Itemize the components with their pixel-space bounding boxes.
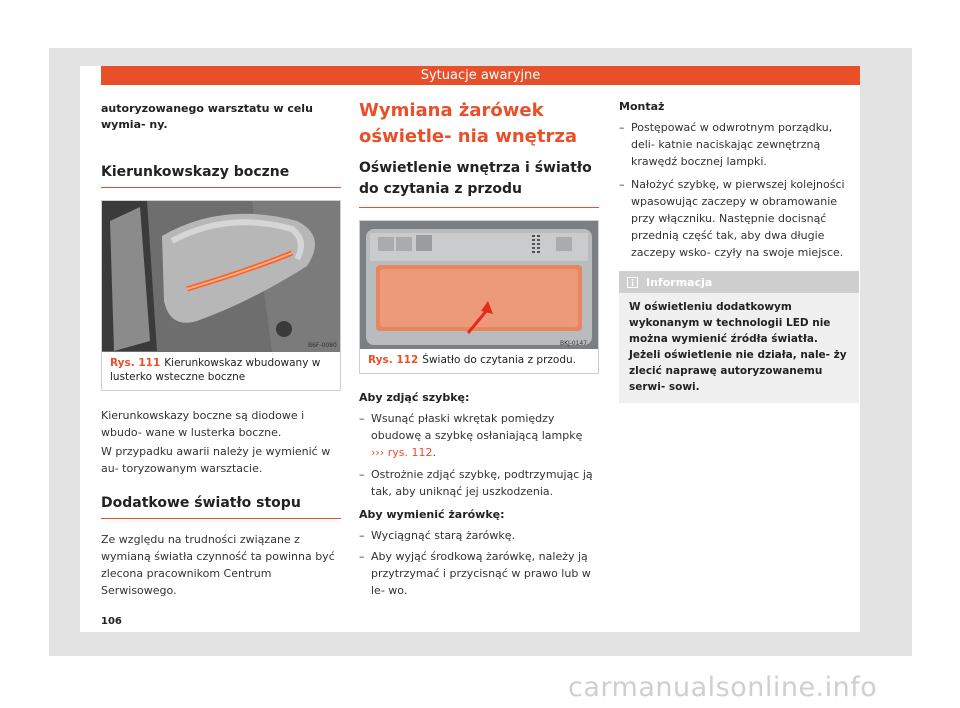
- subheading-mounting: Montaż: [619, 100, 665, 113]
- figure-reference-link[interactable]: ››› rys. 112: [371, 446, 433, 459]
- step-center-bulb: – Aby wyjąć środkową żarówkę, należy ją przytrzymać i przycisnąć w prawo lub w le- wo.: [359, 548, 599, 599]
- para-side-indicators-2: W przypadku awarii należy je wymienić w au- toryzowanym warsztacie.: [101, 445, 331, 475]
- figure1-caption-text: Kierunkowskaz wbudowany w lusterko wsteczne boczne: [110, 357, 321, 383]
- step-reverse-order: – Postępować w odwrotnym porządku, deli- katnie naciskając zewnętrzną krawędź bocznej lampki.: [619, 119, 859, 170]
- reading-light-svg: [360, 221, 598, 349]
- info-icon: [627, 277, 638, 288]
- step-remove-lens: – Ostrożnie zdjąć szybkę, podtrzymując ją tak, aby uniknąć jej uszkodzenia.: [359, 466, 599, 500]
- info-text: W oświetleniu dodatkowym wykonanym w technologii LED nie można wymienić źródła światła. Jeżeli oświetlenie nie działa, nale- ży zlecić naprawę autoryzowanemu serwi- sowi.: [629, 301, 847, 393]
- column-right: [619, 85, 859, 403]
- main-title: Wymiana żarówek oświetle- nia wnętrza: [359, 100, 577, 147]
- figure1-code: B6F-0080: [308, 342, 337, 349]
- info-title: Informacja: [646, 275, 713, 289]
- para-brake-light: Ze względu na trudności związane z wymianą światła czynność ta powinna być zlecona pracownikom Centrum Serwisowego.: [101, 533, 335, 597]
- figure2-caption: [360, 349, 598, 373]
- figure2-caption-text: Światło do czytania z przodu.: [422, 354, 576, 366]
- mirror-illustration: [102, 201, 340, 352]
- figure1-label: Rys. 111: [110, 357, 161, 369]
- column-left: [101, 85, 341, 599]
- info-header: [619, 271, 859, 293]
- step-fit-lens: – Nałożyć szybkę, w pierwszej kolejności wpasowując zaczepy w obramowanie przy włączniku. Następnie docisnąć przednią część tak, aby dwa długie zaczepy wsko- czyły na swoje miejsce.: [619, 176, 859, 261]
- reading-light-illustration: [360, 221, 598, 349]
- figure-reading-light: [359, 220, 599, 374]
- subheading-remove-lens: Aby zdjąć szybkę:: [359, 391, 470, 404]
- heading-brake-light: Dodatkowe światło stopu: [101, 495, 341, 519]
- step-insert-screwdriver: Wsunąć płaski wkrętak pomiędzy obudowę a szybkę osłaniającą lampkę: [371, 412, 583, 442]
- section-header-band: Sytuacje awaryjne: [101, 66, 860, 85]
- intro-text: autoryzowanego warsztatu w celu wymia- ny.: [101, 102, 313, 131]
- column-middle: [359, 85, 599, 599]
- figure2-code: BKJ-0147: [560, 340, 588, 347]
- figure2-label: Rys. 112: [368, 354, 419, 366]
- heading-side-indicators: Kierunkowskazy boczne: [101, 164, 341, 188]
- info-box: [619, 271, 859, 403]
- watermark: carmanualsonline.info: [568, 672, 878, 703]
- figure-mirror: [101, 200, 341, 391]
- list-item: – Wsunąć płaski wkrętak pomiędzy obudowę a szybkę osłaniającą lampkę ››› rys. 112.: [359, 410, 599, 461]
- para-side-indicators-1: Kierunkowskazy boczne są diodowe i wbudo- wane w lusterka boczne.: [101, 409, 305, 439]
- figure1-caption: [102, 352, 340, 390]
- subheading-replace-bulb: Aby wymienić żarówkę:: [359, 508, 505, 521]
- subtitle-front-light: Oświetlenie wnętrza i światło do czytania z przodu: [359, 158, 599, 208]
- page-number: 106: [101, 616, 122, 627]
- step-pull-bulb: – Wyciągnąć starą żarówkę.: [359, 527, 599, 544]
- mirror-svg: [102, 201, 340, 352]
